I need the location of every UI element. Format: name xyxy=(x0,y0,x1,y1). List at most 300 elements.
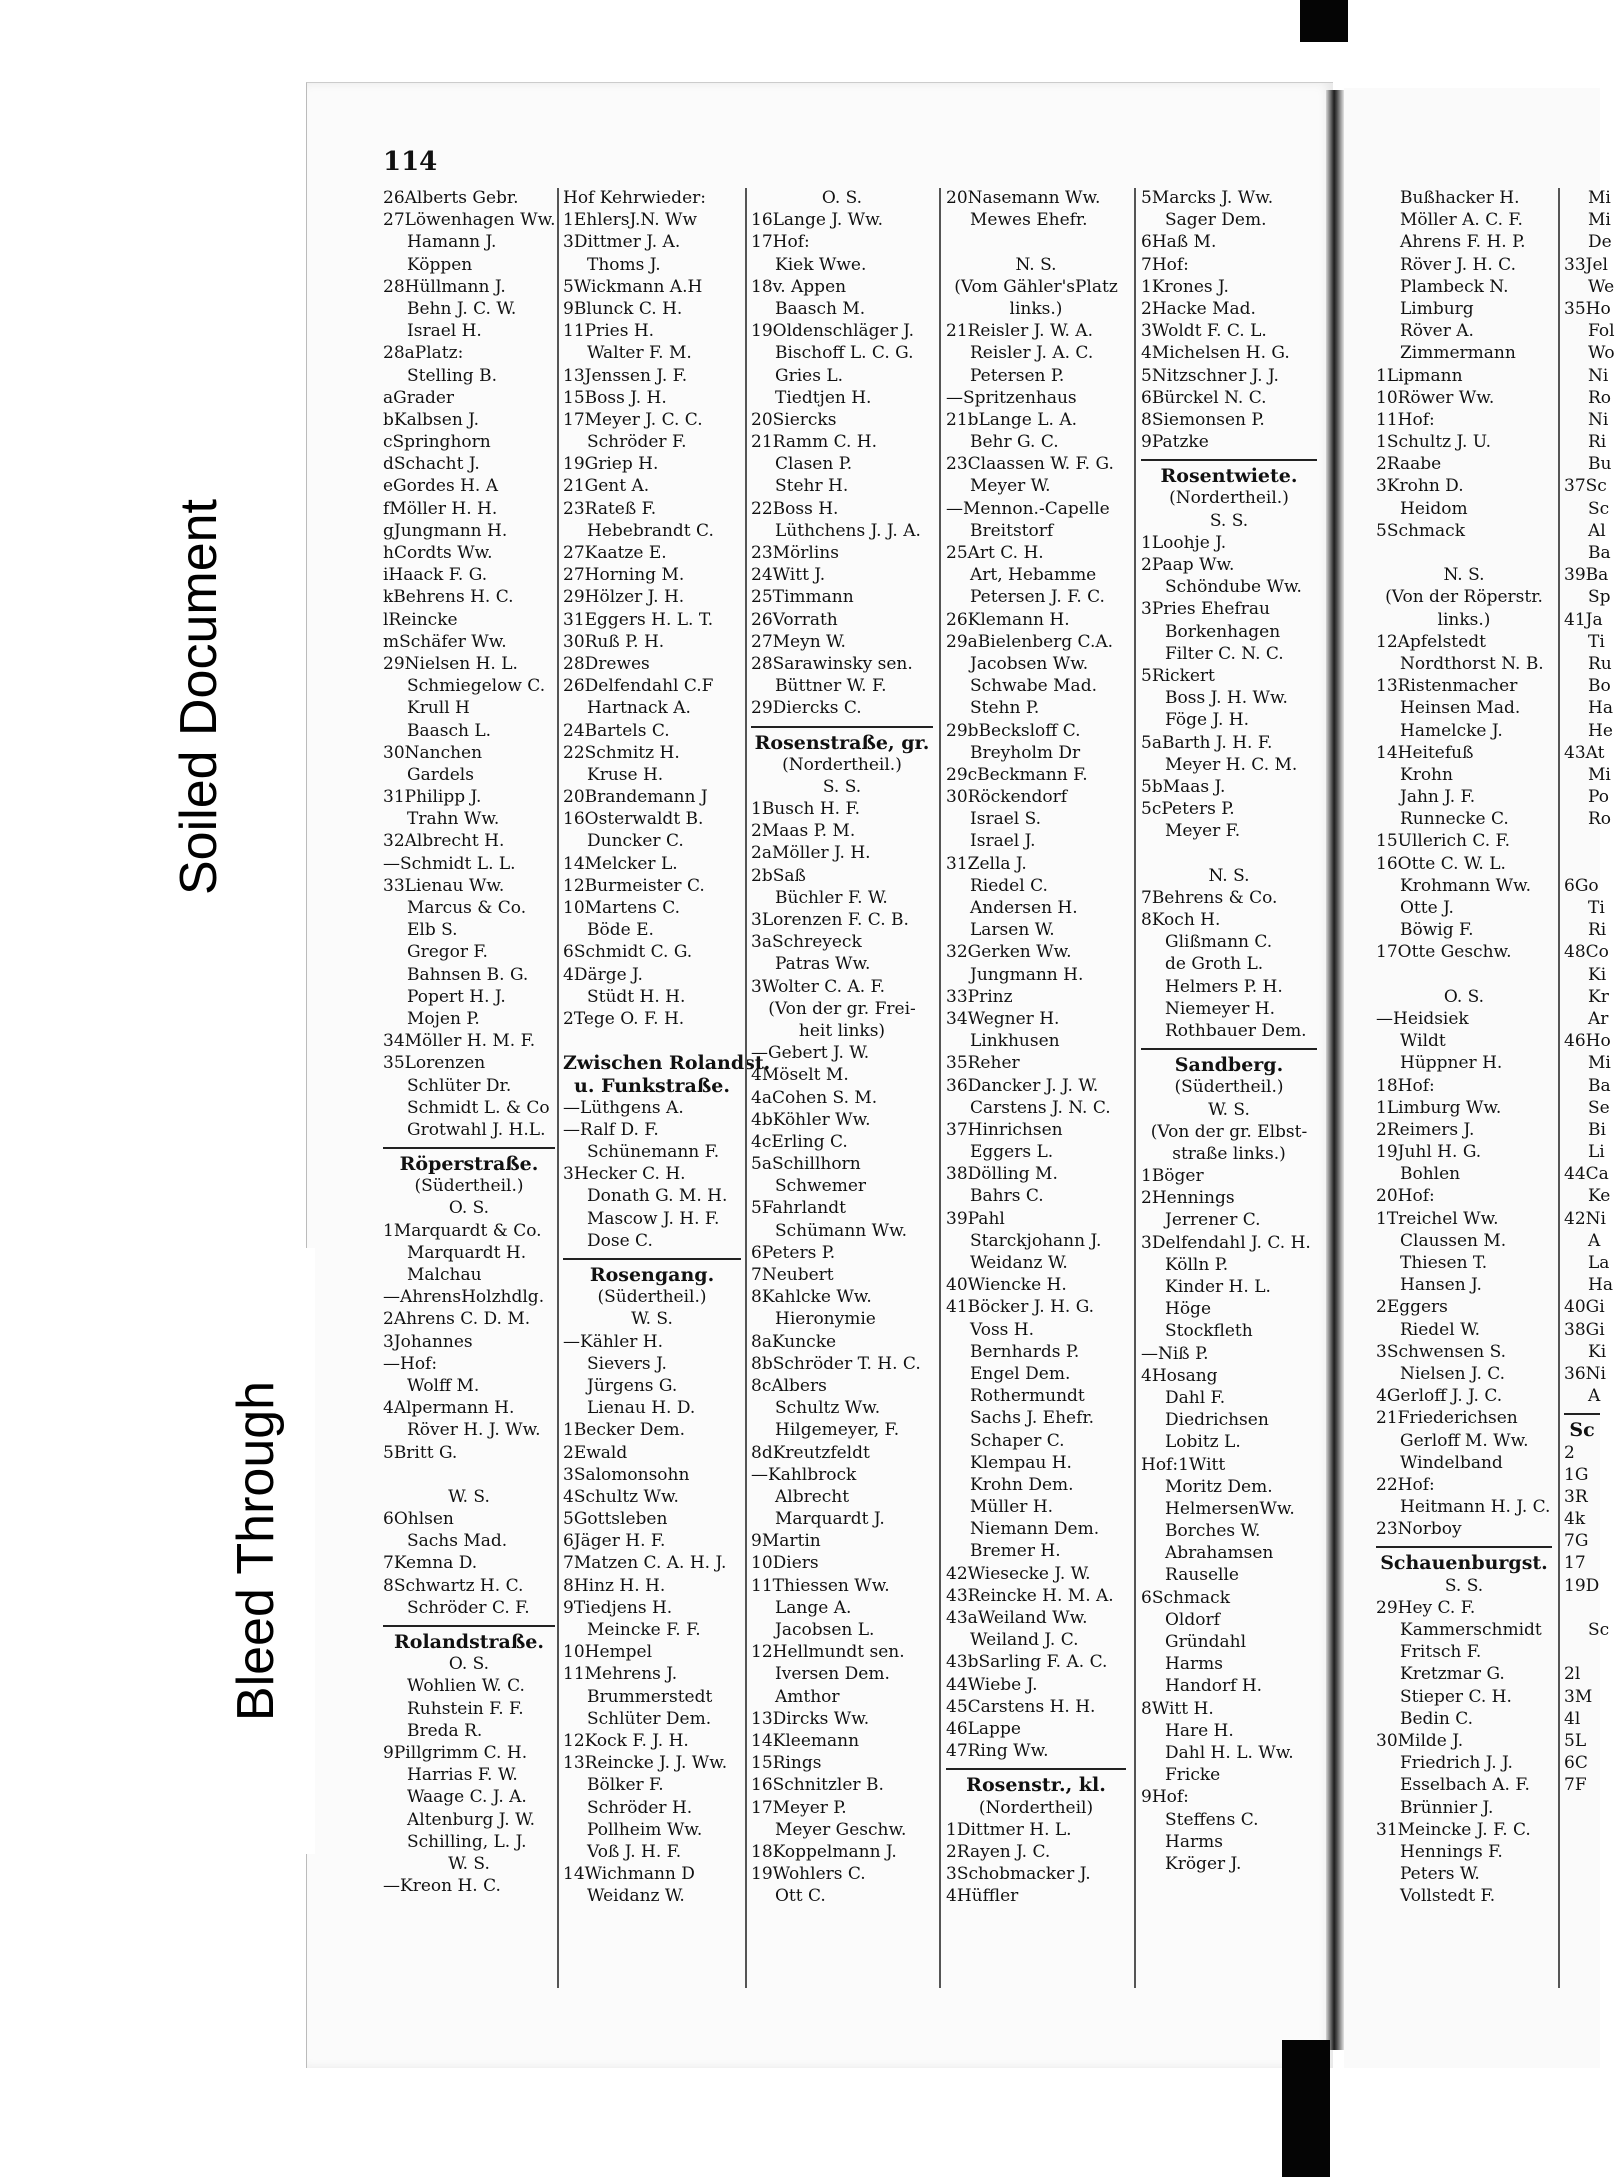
directory-entry: Büchler F. W. xyxy=(775,887,888,908)
directory-entry: 2Tege O. F. H. xyxy=(563,1008,685,1029)
directory-entry: 5aSchillhorn xyxy=(751,1154,861,1175)
directory-column-7-cropped xyxy=(1564,187,1615,1797)
directory-entry: Limburg xyxy=(1400,298,1474,319)
directory-entry: Clasen P. xyxy=(775,454,853,475)
directory-entry xyxy=(1564,1641,1600,1663)
directory-entry: Stehn P. xyxy=(970,698,1040,719)
street-heading: Sandberg. xyxy=(1174,1054,1284,1077)
directory-entry: Dahl H. L. Ww. xyxy=(1165,1742,1294,1763)
directory-entry: 40Gi xyxy=(1564,1297,1605,1318)
directory-entry: 9Blunck C. H. xyxy=(563,298,683,319)
directory-entry: Albrecht xyxy=(775,1486,850,1507)
directory-entry: Schultz Ww. xyxy=(775,1398,881,1419)
directory-entry: Voss H. xyxy=(970,1319,1035,1340)
directory-entry: Schlüter Dr. xyxy=(407,1075,512,1096)
directory-entry: Brummerstedt xyxy=(587,1686,713,1707)
directory-entry: 13Reincke J. J. Ww. xyxy=(563,1753,728,1774)
directory-entry: Hof Kehrwieder: xyxy=(563,188,706,208)
directory-entry: Sachs Mad. xyxy=(407,1531,508,1552)
directory-entry: Jacobsen Ww. xyxy=(970,653,1089,674)
directory-entry: 6Schmack xyxy=(1141,1587,1231,1608)
directory-entry: Plambeck N. xyxy=(1400,276,1509,297)
directory-entry xyxy=(1564,1597,1600,1619)
directory-entry: Weidanz W. xyxy=(587,1886,685,1907)
directory-entry: Ahrens F. H. P. xyxy=(1400,232,1526,253)
directory-entry: 10Hempel xyxy=(563,1642,653,1663)
directory-entry: Höge xyxy=(1165,1299,1212,1320)
directory-entry: 1Marquardt & Co. xyxy=(383,1220,542,1241)
directory-entry: 13Jenssen J. F. xyxy=(563,365,688,386)
directory-entry: Röver H. J. Ww. xyxy=(407,1420,541,1441)
directory-entry: Meyer Geschw. xyxy=(775,1819,907,1840)
directory-entry: Kr xyxy=(1588,986,1609,1007)
directory-entry: 6Peters P. xyxy=(751,1242,836,1263)
directory-entry: 4l xyxy=(1564,1708,1581,1729)
directory-entry: Weidanz W. xyxy=(970,1253,1068,1273)
directory-entry: Patras Ww. xyxy=(775,954,871,975)
directory-entry: 48Co xyxy=(1564,942,1609,963)
directory-entry: 37Hinrichsen xyxy=(946,1119,1063,1140)
directory-entry: Ro xyxy=(1588,809,1612,830)
directory-entry: Schröder C. F. xyxy=(407,1597,530,1618)
directory-entry: 4Alpermann H. xyxy=(383,1398,515,1419)
directory-entry: 28aPlatz: xyxy=(383,343,464,364)
directory-entry: Israel S. xyxy=(970,809,1042,830)
directory-entry: 1Lipmann xyxy=(1376,365,1463,386)
directory-entry: Sp xyxy=(1588,587,1611,608)
directory-entry: 4Schultz Ww. xyxy=(563,1486,679,1507)
directory-entry: Jacobsen L. xyxy=(775,1620,875,1640)
directory-entry: Behr G. C. xyxy=(970,432,1059,453)
directory-entry: Ri xyxy=(1588,920,1607,941)
directory-entry: Riedel W. xyxy=(1400,1319,1480,1340)
directory-entry: 33Jel xyxy=(1564,254,1608,275)
directory-entry: Rauselle xyxy=(1165,1565,1239,1586)
directory-entry: Borches W. xyxy=(1165,1521,1261,1542)
bleed-through-watermark xyxy=(197,1248,315,1854)
column-divider xyxy=(1134,188,1136,1988)
directory-entry: Bo xyxy=(1588,676,1611,697)
directory-entry: (Nordertheil.) xyxy=(782,754,902,775)
directory-entry: 5bMaas J. xyxy=(1141,776,1226,797)
directory-entry: 46Ho xyxy=(1564,1031,1611,1052)
directory-entry: Breda R. xyxy=(407,1720,483,1741)
street-heading: Röperstraße. xyxy=(399,1153,539,1176)
directory-entry: Bremer H. xyxy=(970,1541,1061,1562)
directory-entry: Sachs J. Ehefr. xyxy=(970,1408,1095,1429)
directory-entry: 33Lienau Ww. xyxy=(383,875,505,896)
book-binding-bottom xyxy=(1282,2040,1330,2177)
street-heading: Rosenstraße, gr. xyxy=(754,731,930,754)
directory-entry: 43bSarling F. A. C. xyxy=(946,1652,1108,1673)
directory-entry: 30Nanchen xyxy=(383,742,483,763)
directory-entry: 12Apfelstedt xyxy=(1376,631,1486,652)
directory-entry: Riedel C. xyxy=(970,875,1048,896)
directory-entry: 1Loohje J. xyxy=(1141,532,1227,553)
directory-entry: A xyxy=(1588,1386,1601,1407)
directory-entry: Bernhards P. xyxy=(970,1341,1080,1362)
directory-entry: 2Rayen J. C. xyxy=(946,1841,1051,1862)
directory-entry: 17 xyxy=(1564,1553,1586,1574)
directory-entry: Schöndube Ww. xyxy=(1165,577,1302,598)
directory-entry: Elb S. xyxy=(407,920,458,941)
directory-entry: Moritz Dem. xyxy=(1165,1476,1273,1497)
directory-entry: De xyxy=(1588,232,1612,253)
directory-entry: 17Hof: xyxy=(751,232,810,253)
directory-entry: 29aBielenberg C.A. xyxy=(946,631,1114,652)
street-heading: Rosengang. xyxy=(589,1264,715,1286)
directory-entry: 3Krohn D. xyxy=(1376,476,1464,497)
directory-entry: A xyxy=(1588,1230,1601,1251)
directory-entry: 4aCohen S. M. xyxy=(751,1087,878,1108)
directory-entry: aGrader xyxy=(383,387,455,408)
directory-entry: O. S. xyxy=(448,1198,490,1219)
directory-entry: 1Krones J. xyxy=(1141,276,1229,297)
directory-entry: 3Schobmacker J. xyxy=(946,1864,1091,1885)
directory-entry: 13Ristenmacher xyxy=(1376,676,1518,697)
directory-entry: 1Böger xyxy=(1141,1166,1204,1187)
directory-entry: 14Heitefuß xyxy=(1376,742,1474,763)
directory-entry: 2Ahrens C. D. M. xyxy=(383,1309,531,1330)
directory-entry: —Gebert J. W. xyxy=(751,1043,870,1064)
directory-entry: 13Dircks Ww. xyxy=(751,1708,870,1729)
directory-entry: 7Matzen C. A. H. J. xyxy=(563,1553,727,1574)
directory-entry: 26Klemann H. xyxy=(946,609,1070,630)
directory-entry: Starckjohann J. xyxy=(970,1230,1102,1251)
directory-entry: 5Britt G. xyxy=(383,1442,458,1463)
directory-entry: Meyer F. xyxy=(1165,821,1241,842)
directory-entry: Oldorf xyxy=(1165,1609,1220,1630)
directory-entry: 27Kaatze E. xyxy=(563,543,667,563)
directory-entry: 4cErling C. xyxy=(751,1131,848,1152)
directory-entry: Krull H xyxy=(407,698,470,719)
directory-entry: Ha xyxy=(1588,1275,1613,1296)
directory-entry: Hamann J. xyxy=(407,232,497,253)
directory-entry: Schlüter Dem. xyxy=(587,1708,712,1729)
directory-entry: 8Koch H. xyxy=(1141,910,1221,930)
directory-entry: 22Hof: xyxy=(1376,1474,1435,1495)
directory-entry: Möller A. C. F. xyxy=(1400,210,1523,231)
directory-entry: Kinder H. L. xyxy=(1165,1277,1271,1297)
directory-entry: 12Kock F. J. H. xyxy=(563,1730,689,1751)
directory-entry: hCordts Ww. xyxy=(383,543,493,563)
directory-entry: links.) xyxy=(1437,609,1491,630)
directory-entry: 7Kemna D. xyxy=(383,1553,478,1574)
directory-entry: Larsen W. xyxy=(970,920,1055,941)
directory-entry: heit links) xyxy=(798,1020,886,1041)
directory-entry: S. S. xyxy=(1444,1575,1484,1596)
section-rule xyxy=(1564,1413,1600,1415)
directory-entry: Jungmann H. xyxy=(970,964,1084,985)
directory-entry: 35Reher xyxy=(946,1053,1020,1074)
directory-entry: 3Lorenzen F. C. B. xyxy=(751,910,909,930)
directory-entry: Fricke xyxy=(1165,1765,1221,1786)
directory-entry: 21Reisler J. W. A. xyxy=(946,321,1093,342)
directory-entry: Stieper C. H. xyxy=(1400,1686,1512,1707)
directory-entry: Harrias F. W. xyxy=(407,1765,518,1786)
directory-entry: Ki xyxy=(1588,964,1607,985)
directory-entry: Gerloff M. Ww. xyxy=(1400,1430,1529,1451)
directory-entry: 2Paap Ww. xyxy=(1141,555,1235,575)
directory-entry: 2Ewald xyxy=(563,1442,628,1463)
directory-entry: Thoms J. xyxy=(587,254,661,275)
directory-entry: 2bSaß xyxy=(751,865,806,886)
directory-entry: 20Hof: xyxy=(1376,1186,1435,1207)
directory-entry: 9Pillgrimm C. H. xyxy=(383,1742,528,1763)
directory-entry: Ott C. xyxy=(775,1886,826,1907)
directory-entry: Kretzmar G. xyxy=(1400,1664,1505,1685)
directory-entry: Meyer W. xyxy=(970,476,1051,497)
directory-entry: 44Wiebe J. xyxy=(946,1674,1038,1695)
directory-entry: gJungmann H. xyxy=(383,520,508,541)
directory-entry: (Vom Gähler'sPlatz xyxy=(954,276,1118,297)
directory-entry: 4Möselt M. xyxy=(751,1065,849,1086)
directory-entry: 16Schnitzler B. xyxy=(751,1775,884,1796)
directory-entry: 29Diercks C. xyxy=(751,698,862,719)
directory-entry: —Schmidt L. L. xyxy=(383,853,516,874)
directory-entry: Duncker C. xyxy=(587,831,684,852)
directory-entry: 2Hennings xyxy=(1141,1188,1235,1209)
directory-entry: Krohmann Ww. xyxy=(1400,875,1531,896)
directory-entry: —Mennon.-Capelle xyxy=(946,498,1110,519)
directory-entry: 15Boss J. H. xyxy=(563,387,667,408)
directory-entry: 20Brandemann J xyxy=(563,787,708,808)
directory-entry: Al xyxy=(1588,520,1606,541)
directory-column-4 xyxy=(946,187,1126,1907)
directory-entry: Bahrs C. xyxy=(970,1186,1044,1207)
directory-entry: 6Ohlsen xyxy=(383,1509,454,1530)
directory-entry: Schmidt L. & Co xyxy=(407,1097,550,1118)
directory-entry: Bohlen xyxy=(1400,1164,1461,1185)
directory-entry: 31Eggers H. L. T. xyxy=(563,609,714,630)
directory-entry: Kölln P. xyxy=(1165,1254,1229,1275)
directory-entry: Schwabe Mad. xyxy=(970,676,1097,697)
directory-entry xyxy=(1564,853,1600,875)
directory-entry: Sc xyxy=(1588,498,1610,519)
directory-entry: 27Horning M. xyxy=(563,565,685,586)
directory-entry: 24Bartels C. xyxy=(563,720,670,741)
directory-entry: Petersen J. F. C. xyxy=(970,587,1105,608)
directory-entry: 10Martens C. xyxy=(563,898,681,918)
directory-entry: Röver J. H. C. xyxy=(1400,254,1516,275)
directory-entry: 2Maas P. M. xyxy=(751,821,856,842)
soiled-document-watermark xyxy=(140,398,258,996)
directory-entry: Krohn xyxy=(1400,764,1453,785)
directory-entry: 10Diers xyxy=(751,1553,819,1574)
directory-entry: Ba xyxy=(1588,1075,1611,1096)
directory-column-6 xyxy=(1376,187,1552,1907)
directory-entry: Niemeyer H. xyxy=(1165,998,1275,1019)
directory-entry: 14Wichmann D xyxy=(563,1864,695,1885)
directory-entry: Rothbauer Dem. xyxy=(1165,1020,1307,1041)
directory-entry: 17Meyer P. xyxy=(751,1797,847,1818)
directory-entry: 8cAlbers xyxy=(751,1375,827,1396)
directory-entry: Stehr H. xyxy=(775,476,849,497)
directory-entry: 5L xyxy=(1564,1730,1587,1751)
directory-entry: 45Carstens H. H. xyxy=(946,1696,1096,1717)
directory-entry: Sager Dem. xyxy=(1165,210,1267,231)
directory-entry: 3Hecker C. H. xyxy=(563,1164,686,1185)
directory-entry: Bußhacker H. xyxy=(1400,188,1520,208)
directory-entry: Marcus & Co. xyxy=(407,898,527,918)
directory-entry: Fritsch F. xyxy=(1400,1642,1482,1663)
directory-entry: Israel H. xyxy=(407,321,482,342)
directory-entry: O. S. xyxy=(1443,986,1485,1007)
directory-entry: —Hof: xyxy=(383,1353,438,1374)
directory-entry: Mi xyxy=(1588,210,1611,231)
directory-entry: 2Hacke Mad. xyxy=(1141,298,1256,319)
directory-entry: 8Siemonsen P. xyxy=(1141,409,1265,430)
directory-entry: Filter C. N. C. xyxy=(1165,643,1284,664)
directory-column-1 xyxy=(383,187,555,1897)
directory-entry: 21Ramm C. H. xyxy=(751,432,878,453)
directory-entry: 3R xyxy=(1564,1486,1588,1507)
directory-entry: 7Neubert xyxy=(751,1265,834,1285)
directory-entry: 23Norboy xyxy=(1376,1519,1462,1540)
directory-entry: Art, Hebamme xyxy=(970,565,1097,586)
directory-entry: 9Patzke xyxy=(1141,432,1209,453)
directory-entry: 40Wiencke H. xyxy=(946,1275,1067,1296)
directory-entry: Breyholm Dr xyxy=(970,742,1081,763)
directory-entry: Marquardt J. xyxy=(775,1509,885,1530)
directory-entry: 19Wohlers C. xyxy=(751,1864,866,1885)
directory-entry: Carstens J. N. C. xyxy=(970,1097,1111,1118)
directory-entry: Ruhstein F. F. xyxy=(407,1698,524,1719)
directory-entry: 6Bürckel N. C. xyxy=(1141,387,1267,408)
street-heading: Rosenstr., kl. xyxy=(966,1774,1106,1797)
directory-entry: Ki xyxy=(1588,1341,1607,1362)
directory-entry: Dahl F. xyxy=(1165,1387,1226,1408)
directory-entry: 11Hof: xyxy=(1376,409,1435,430)
directory-entry: Jürgens G. xyxy=(587,1375,678,1396)
directory-entry: 17Meyer J. C. C. xyxy=(563,409,703,430)
directory-entry: 6Jäger H. F. xyxy=(563,1531,666,1552)
directory-entry: Ro xyxy=(1588,387,1612,408)
directory-entry: Wildt xyxy=(1400,1031,1446,1052)
section-rule xyxy=(563,1258,741,1260)
directory-entry: 19D xyxy=(1564,1575,1600,1596)
directory-entry: Klempau H. xyxy=(970,1452,1072,1473)
directory-entry: He xyxy=(1588,720,1613,741)
directory-entry: N. S. xyxy=(1208,865,1250,886)
directory-entry: (Südertheil.) xyxy=(597,1287,707,1308)
street-heading: Zwischen Rolandst. xyxy=(563,1052,771,1075)
directory-entry: Gregor F. xyxy=(407,942,488,963)
directory-entry: Diedrichsen xyxy=(1165,1410,1269,1431)
directory-entry: Linkhusen xyxy=(970,1031,1060,1052)
directory-entry: 1Treichel Ww. xyxy=(1376,1208,1499,1229)
directory-entry: 29Hölzer J. H. xyxy=(563,587,685,608)
directory-entry: 14Melcker L. xyxy=(563,853,678,874)
directory-entry: Bi xyxy=(1588,1119,1606,1140)
directory-entry: Jerrener C. xyxy=(1165,1210,1261,1231)
directory-entry: 5Wickmann A.H xyxy=(563,276,703,297)
directory-entry: La xyxy=(1588,1253,1610,1273)
directory-entry: 25Timmann xyxy=(751,587,854,608)
directory-entry: 3Pries Ehefrau xyxy=(1141,599,1270,620)
directory-entry: 1EhlersJ.N. Ww xyxy=(563,210,698,231)
directory-entry: 12Burmeister C. xyxy=(563,875,705,896)
directory-entry: 42Wiesecke J. W. xyxy=(946,1563,1091,1584)
directory-entry: W. S. xyxy=(448,1486,490,1507)
directory-entry: Kiek Wwe. xyxy=(775,254,867,275)
directory-entry: Mojen P. xyxy=(407,1008,480,1029)
directory-entry: —Ralf D. F. xyxy=(563,1119,659,1140)
directory-entry: —Heidsiek xyxy=(1376,1008,1469,1029)
directory-entry: 28Hüllmann J. xyxy=(383,276,506,297)
directory-entry: Ha xyxy=(1588,698,1613,719)
directory-entry: Lienau H. D. xyxy=(587,1398,696,1419)
directory-entry: 5Schmack xyxy=(1376,520,1466,541)
directory-entry: Hare H. xyxy=(1165,1720,1234,1741)
directory-entry: 2l xyxy=(1564,1664,1581,1685)
directory-entry xyxy=(1564,830,1600,852)
directory-entry: 15Rings xyxy=(751,1753,822,1774)
directory-entry: (Von der Röperstr. xyxy=(1385,587,1543,608)
directory-entry: eGordes H. A xyxy=(383,476,498,497)
directory-entry: 5aBarth J. H. F. xyxy=(1141,732,1273,753)
directory-entry: 3Johannes xyxy=(383,1331,473,1352)
directory-entry: 16Otte C. W. L. xyxy=(1376,853,1506,874)
directory-entry: Gründahl xyxy=(1165,1632,1247,1652)
directory-entry: 8aKuncke xyxy=(751,1331,837,1352)
directory-entry: 43At xyxy=(1564,742,1605,763)
directory-entry: 31Zella J. xyxy=(946,853,1027,874)
directory-entry: 26Alberts Gebr. xyxy=(383,188,519,208)
directory-entry: Hilgemeyer, F. xyxy=(775,1420,900,1441)
directory-entry: N. S. xyxy=(1015,254,1057,275)
directory-entry: 31Philipp J. xyxy=(383,787,482,808)
directory-entry: Tiedtjen H. xyxy=(775,387,872,408)
directory-entry: (Südertheil.) xyxy=(1174,1077,1284,1098)
directory-entry: Glißmann C. xyxy=(1165,932,1273,953)
directory-entry: Reisler J. A. C. xyxy=(970,343,1094,364)
directory-entry: Nordthorst N. B. xyxy=(1400,653,1544,674)
directory-entry: (Von der gr. Frei- xyxy=(768,998,916,1019)
directory-entry: 38Dölling M. xyxy=(946,1164,1058,1185)
street-heading: Sc xyxy=(1569,1419,1595,1442)
directory-entry: 20Nasemann Ww. xyxy=(946,188,1101,208)
directory-entry: 7Behrens & Co. xyxy=(1141,887,1278,908)
directory-entry: 8dKreutzfeldt xyxy=(751,1442,870,1463)
directory-entry: Bedin C. xyxy=(1400,1708,1474,1729)
section-rule xyxy=(1376,1546,1552,1548)
directory-entry: Claussen M. xyxy=(1400,1230,1507,1251)
directory-entry: Büttner W. F. xyxy=(775,676,887,697)
directory-entry: Schmiegelow C. xyxy=(407,676,546,697)
section-rule xyxy=(946,1768,1126,1770)
directory-entry: —Spritzenhaus xyxy=(946,387,1077,408)
directory-entry: 3Salomonsohn xyxy=(563,1464,690,1485)
directory-entry: 11Mehrens J. xyxy=(563,1664,678,1685)
directory-entry: 4Hosang xyxy=(1141,1365,1218,1386)
directory-entry: O. S. xyxy=(448,1654,490,1675)
directory-entry: 5Nitzschner J. J. xyxy=(1141,365,1279,386)
directory-entry: Pollheim Ww. xyxy=(587,1819,703,1840)
directory-entry: Rothermundt xyxy=(970,1386,1085,1407)
directory-entry: 43aWeiland Ww. xyxy=(946,1608,1088,1628)
directory-entry: 19Griep H. xyxy=(563,454,659,475)
section-rule xyxy=(383,1625,555,1627)
directory-entry: 4Därge J. xyxy=(563,964,643,985)
directory-entry: (Südertheil.) xyxy=(414,1176,524,1197)
directory-entry: 7G xyxy=(1564,1531,1589,1552)
directory-entry: 19Oldenschläger J. xyxy=(751,321,915,342)
directory-entry: 2Raabe xyxy=(1376,454,1442,475)
directory-entry: 33Prinz xyxy=(946,986,1013,1007)
directory-column-2 xyxy=(563,187,771,1907)
directory-entry: Hebebrandt C. xyxy=(587,520,714,541)
